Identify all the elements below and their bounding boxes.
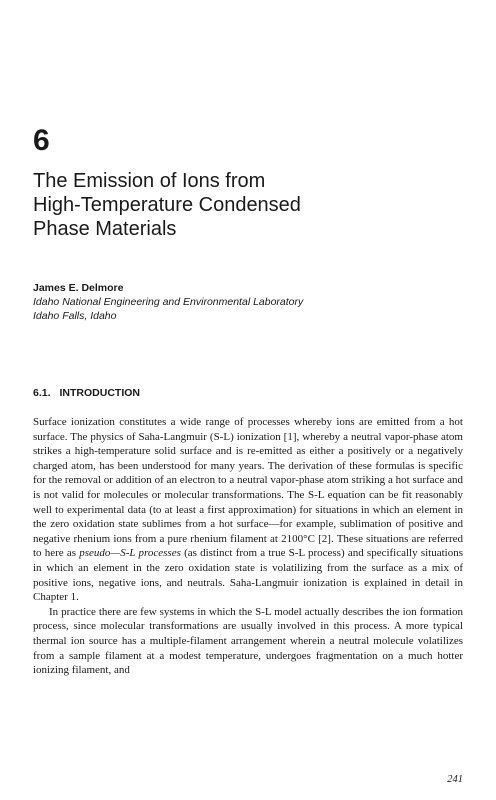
paragraph <box>33 415 463 605</box>
body-text <box>33 415 463 678</box>
chapter-number: 6 <box>33 124 50 157</box>
emphasized-term: pseudo—S-L processes <box>79 547 181 560</box>
section-heading <box>33 386 140 400</box>
paragraph-text: (as distinct from a true S-L process) and specifically situations in which an element in the zero oxidation state is volatilizing from the surface as a mix of positive ions, negative ions, and neutrals. Saha-Langmuir ionization is explained in detail in Chapter 1. <box>33 547 463 604</box>
author-name: James E. Delmore <box>33 282 124 294</box>
paragraph-text: Surface ionization constitutes a wide range of processes whereby ions are emitted from a hot surface. The physics of Saha-Langmuir (S-L) ionization [1], whereby a neutral vapor-phase atom strikes a high-temperature solid surface and is re-emitted as either a positively or a negatively charged atom, has been understood for many years. The derivation of these formulas is specific for the removal or addition of an electron to a neutral vapor-phase atom striking a hot surface and is not valid for molecules or molecular transformations. The S-L equation can be fit reasonably well to experimental data (to at least a first approximation) for situations in which an element in the zero oxidation state sublimes from a hot surface—for example, sublimation of positive and negative rhenium ions from a pure rhenium filament at 2100°C [2]. These situations are referred to here as <box>33 416 463 560</box>
section-title: INTRODUCTION <box>59 387 141 399</box>
chapter-title-line: Phase Materials <box>33 218 177 240</box>
chapter-title-line: The Emission of Ions from <box>33 170 266 192</box>
paragraph: In practice there are few systems in which the S-L model actually describes the ion formation process, since molecular transformations are usually involved in this process. A more typical thermal ion source has a multiple-filament arrangement wherein a neutral molecule volatilizes from a sample filament at a modest temperature, undergoes fragmentation on a much hotter ionizing filament, and <box>33 605 463 677</box>
chapter-title-line: High-Temperature Condensed <box>33 194 301 216</box>
page-number: 241 <box>447 774 463 785</box>
section-number: 6.1. <box>33 387 51 399</box>
author-location: Idaho Falls, Idaho <box>33 310 117 322</box>
chapter-title <box>33 169 453 241</box>
author-affiliation: Idaho National Engineering and Environmental Laboratory <box>33 296 304 308</box>
author-block <box>33 281 303 323</box>
